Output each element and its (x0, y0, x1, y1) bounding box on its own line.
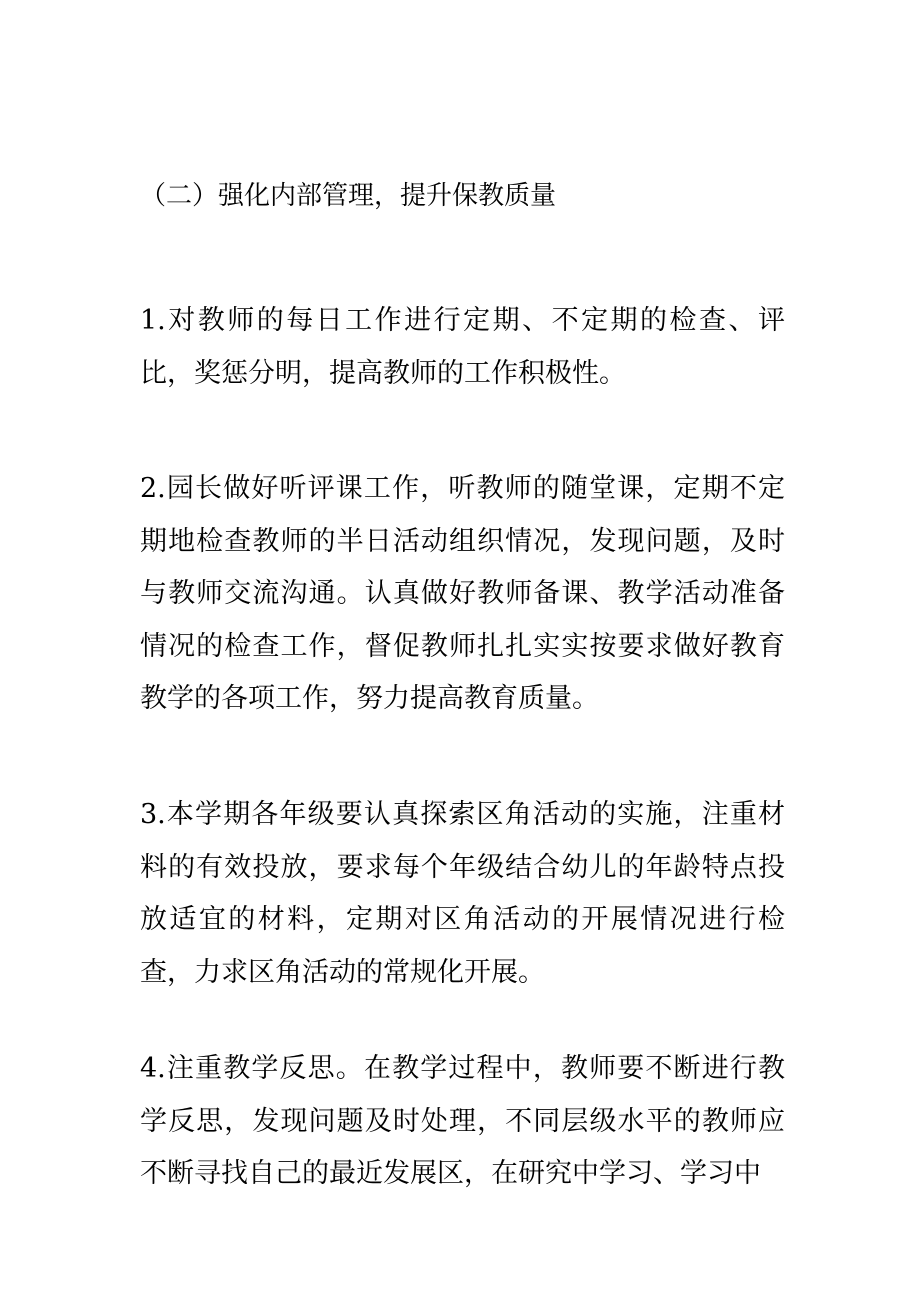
section-heading: （二）强化内部管理，提升保教质量 (140, 181, 557, 211)
paragraph-2: 2.园长做好听评课工作，听教师的随堂课，定期不定期地检查教师的半日活动组织情况，发现问题，及时与教师交流沟通。认真做好教师备课、教学活动准备情况的检查工作，督促教师扎扎实实按要求做好教育教学的各项工作，努力提高教育质量。 (140, 473, 785, 714)
paragraph-3: 3.本学期各年级要认真探索区角活动的实施，注重材料的有效投放，要求每个年级结合幼儿的年龄特点投放适宜的材料，定期对区角活动的开展情况进行检查，力求区角活动的常规化开展。 (140, 799, 785, 988)
paragraph-1: 1.对教师的每日工作进行定期、不定期的检查、评比，奖惩分明，提高教师的工作积极性。 (140, 305, 785, 389)
paragraph-4: 4.注重教学反思。在教学过程中，教师要不断进行教学反思，发现问题及时处理，不同层级水平的教师应不断寻找自己的最近发展区，在研究中学习、学习中 (140, 1053, 785, 1189)
